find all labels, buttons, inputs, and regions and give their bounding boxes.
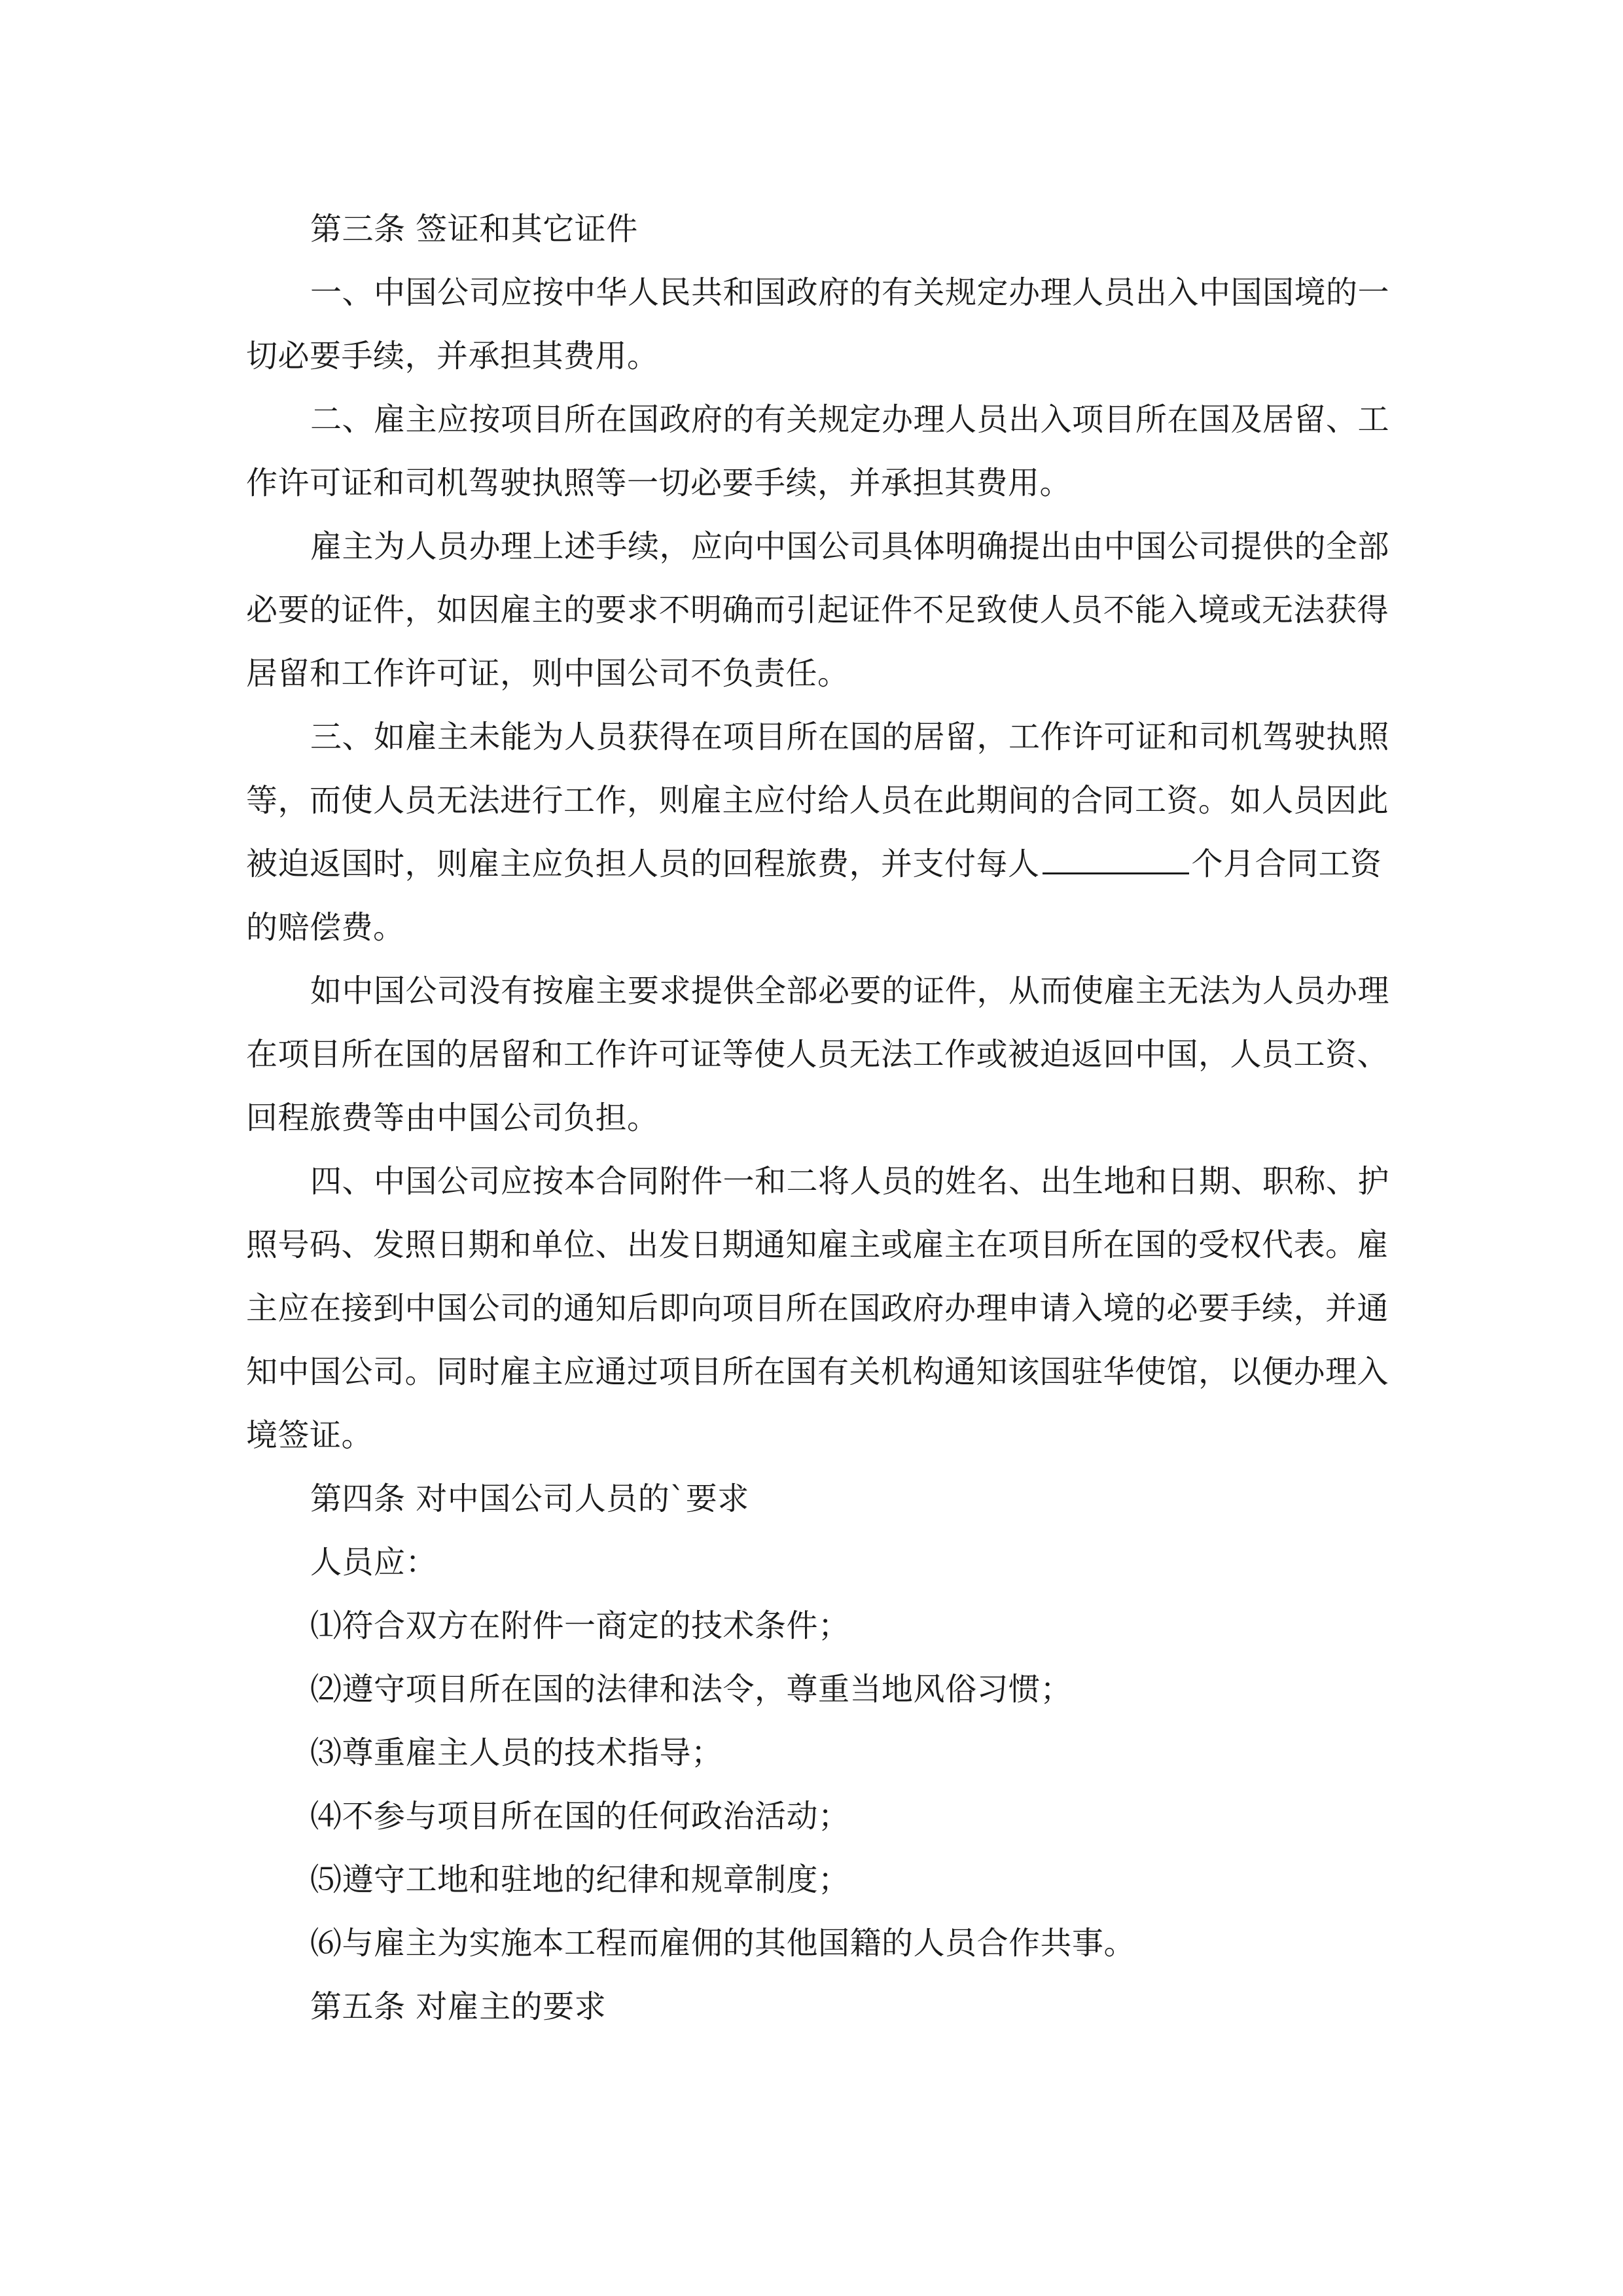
article-5-heading: 第五条 对雇主的要求 (310, 1988, 607, 2025)
paragraph-3-2: 二、雇主应按项目所在国政府的有关规定办理人员出入项目所在国及居留、工作许可证和司机驾驶执照等一切必要手续，并承担其费用。 (246, 401, 1390, 501)
list-item-1: ⑴符合双方在附件一商定的技术条件； (310, 1607, 850, 1644)
document-body (246, 198, 1393, 2039)
paragraph-3-3-note: 如中国公司没有按雇主要求提供全部必要的证件，从而使雇主无法为人员办理在项目所在国的居留和工作许可证等使人员无法工作或被迫返回中国，人员工资、回程旅费等由中国公司负担。 (246, 973, 1390, 1136)
paragraph-3-1: 一、中国公司应按中华人民共和国政府的有关规定办理人员出入中国国境的一切必要手续，并承担其费用。 (246, 274, 1390, 374)
article-3-heading: 第三条 签证和其它证件 (310, 211, 638, 247)
list-item-4: ⑷不参与项目所在国的任何政治活动； (310, 1798, 850, 1835)
list-item-5: ⑸遵守工地和驻地的纪律和规章制度； (310, 1861, 850, 1898)
paragraph-3-3-text-b: 个月合同工资的赔偿费。 (246, 846, 1382, 946)
article-4-intro: 人员应： (310, 1544, 438, 1581)
list-item-6: ⑹与雇主为实施本工程而雇佣的其他国籍的人员合作共事。 (310, 1925, 1136, 1962)
paragraph-3-3-text-a: 三、如雇主未能为人员获得在项目所在国的居留，工作许可证和司机驾驶执照等，而使人员无法进行工作，则雇主应付给人员在此期间的合同工资。如人员因此被迫返国时，则雇主应负担人员的回程旅费，并支付每人 (246, 719, 1390, 882)
paragraph-3-4: 四、中国公司应按本合同附件一和二将人员的姓名、出生地和日期、职称、护照号码、发照日期和单位、出发日期通知雇主或雇主在项目所在国的受权代表。雇主应在接到中国公司的通知后即向项目所在国政府办理申请入境的必要手续，并通知中国公司。同时雇主应通过项目所在国有关机构通知该国驻华使馆，以便办理入境签证。 (246, 1163, 1390, 1454)
paragraph-3-2-note: 雇主为人员办理上述手续，应向中国公司具体明确提出由中国公司提供的全部必要的证件，如因雇主的要求不明确而引起证件不足致使人员不能入境或无法获得居留和工作许可证，则中国公司不负责任。 (246, 528, 1390, 692)
paragraph-3-3 (246, 706, 1393, 960)
list-item-2: ⑵遵守项目所在国的法律和法令，尊重当地风俗习惯； (310, 1671, 1073, 1708)
list-item-3: ⑶尊重雇主人员的技术指导； (310, 1734, 723, 1771)
article-4-heading: 第四条 对中国公司人员的`要求 (310, 1480, 749, 1517)
fill-in-blank[interactable] (1043, 866, 1189, 874)
